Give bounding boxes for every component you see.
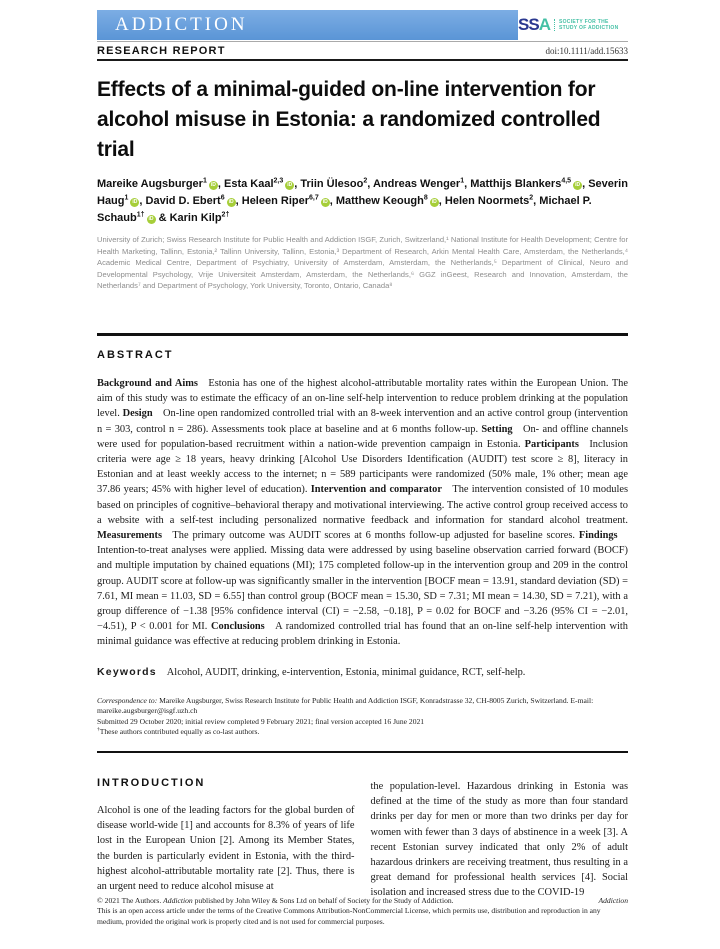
author: Michael P. Schaub$^{1\dagger}$iD — [97, 195, 592, 224]
intro-column-right — [371, 777, 629, 901]
orcid-icon[interactable]: iD — [322, 199, 328, 205]
orcid-icon[interactable]: iD — [431, 199, 437, 205]
abstract-section-label: Conclusions — [211, 621, 265, 633]
abstract-section-label: Findings — [578, 530, 618, 541]
keywords-line — [97, 665, 628, 680]
introduction-heading: INTRODUCTION — [97, 777, 206, 789]
author-affiliation-sup: 1† — [136, 211, 145, 219]
author: Andreas Wenger$^1$ — [372, 177, 465, 190]
abstract-rule — [97, 333, 628, 336]
article-title: Effects of a minimal-guided on-line intervention for alcohol misuse in Estonia: a randomized controlled trial — [97, 78, 601, 161]
author: Severin Haug$^1$iD — [97, 178, 628, 207]
page-footer — [97, 896, 628, 927]
orcid-icon[interactable]: iD — [210, 182, 216, 188]
report-row — [97, 42, 628, 59]
abstract-section-label: Participants — [524, 438, 579, 450]
intro-column-left — [97, 777, 355, 901]
author: Matthew Keough$^8$iD — [335, 194, 437, 207]
correspondence-label: Correspondence to: — [97, 695, 158, 705]
author-affiliation-sup: 1 — [460, 177, 465, 185]
journal-title: ADDICTION — [115, 14, 248, 35]
orcid-icon[interactable]: iD — [228, 199, 234, 205]
abstract-section-label: Setting — [481, 423, 513, 435]
author-affiliation-sup: 2† — [221, 211, 230, 219]
author-affiliation-sup: 8 — [423, 194, 428, 202]
license-text: This is an open access article under the terms of the Creative Commons Attribution-NonCommercial License, which permits use, distribution and reproduction in any medium, provided the original work is properly cited and is not used for commercial purposes. — [97, 906, 601, 926]
correspondence-block — [97, 696, 628, 738]
keywords-text: Alcohol, AUDIT, drinking, e-intervention, Estonia, minimal guidance, RCT, self-help. — [166, 666, 526, 678]
abstract-section-label: Intervention and comparator — [310, 484, 442, 496]
author: Esta Kaal$^{2,3}$iD — [224, 177, 293, 190]
abstract-section-label: Design — [122, 408, 153, 420]
abstract-body: Background and Aims Estonia has one of the highest alcohol-attributable mortality rates within the European Union. The aim of this study was to estimate the efficacy of an on-line self-help intervention to reduce problem drinking at the population level. Design On-line open randomized controlled trial with an 8-week intervention and an active control group (intervention n = 303, control n = 286). Assessments took place at baseline and at 6 months follow-up. Setting On- and offline channels were used for population-based recruitment within a nation-wide prevention campaign in Estonia. Participants Inclusion criteria were age ≥ 18 years, heavy drinking [Alcohol Use Disorders Identification (AUDIT) test score ≥ 8], literacy in Estonian and at least weekly access to the internet; n = 589 participants were randomized (50% male, 1% other; mean age 37.86 years; 45% with higher level of education). Intervention and comparator The intervention consisted of 10 modules based on principles of cognitive–behavioral therapy and motivational interviewing. The active control group received access to a website with a self-test including personalized normative feedback and information for standard alcohol treatment. Measurements The primary outcome was AUDIT scores at 6 months follow-up adjusted for baseline scores. Findings Intention-to-treat analyses were applied. Missing data were addressed by using baseline observation carried forward (BOCF) and multiple imputation by chained equations (MI); 175 completed follow-up in the intervention group and 209 in the control group. AUDIT score at follow-up was significantly smaller in the intervention [BOCF mean = 13.91, standard deviation (SD) = 7.61, MI mean = 11.03, SD = 6.55] than control group (BOCF mean = 15.30, SD = 7.31; MI mean = 14.30, SD = 7.21), with a group difference of −1.38 [95% confidence interval (CI) = −2.58, −0.18], P = 0.02 for BOCF and −3.26 (95% CI = −2.01, −4.51), P < 0.001 for MI. Conclusions A randomized controlled trial has found that an on-line self-help intervention with minimal guidance was effective at reducing problem drinking in Estonia. — [97, 377, 629, 648]
keywords-label: Keywords — [97, 665, 157, 678]
author-affiliation-sup: 2 — [363, 177, 368, 185]
ssa-letters-icon: SSA — [518, 15, 550, 34]
copyright-text: © 2021 The Authors. Addiction published by John Wiley & Sons Ltd on behalf of Society for the Study of Addiction. — [97, 896, 454, 905]
author-affiliation-sup: 1 — [124, 194, 129, 202]
intro-paragraph-left: Alcohol is one of the leading factors for the global burden of disease world-wide [1] and accounts for 8.3% of years of life lost in the European Union [2]. Among its Member States, the burden is particularly evident in Estonia, with the third-highest alcohol-attributable mortality rate [2]. Thus, there is an urgent need to reduce alcohol misuse at — [97, 805, 355, 893]
journal-banner — [97, 10, 518, 40]
intro-paragraph-right: the population-level. Hazardous drinking in Estonia was defined at the time of the study as more than four standard drinks per day for men or more than two drinks per day for women with fewer than 3 days of abstinence in a week [3]. A recent Estonian survey indicated that only 2% of adult hazardous drinkers are receiving treatment, thus resulting in a great demand for professional health services [4]. Social isolation and increased stress due to the COVID-19 — [370, 781, 628, 899]
author-affiliation-sup: 2,3 — [273, 177, 284, 185]
ssa-logo — [518, 15, 628, 35]
orcid-icon[interactable]: iD — [148, 216, 154, 222]
author: Matthijs Blankers$^{4,5}$iD — [470, 177, 581, 190]
ssa-tagline: SOCIETY FOR THE STUDY OF ADDICTION — [554, 19, 628, 31]
author: Heleen Riper$^{6,7}$iD — [241, 194, 328, 207]
doi-text: doi:10.1111/add.15633 — [545, 46, 628, 56]
author-affiliation-sup: 6,7 — [309, 194, 319, 202]
dagger-symbol: † — [97, 726, 100, 733]
logo-zone — [518, 10, 628, 40]
intro-columns — [97, 777, 628, 901]
affiliations: University of Zurich; Swiss Research Institute for Public Health and Addiction ISGF, Zurich, Switzerland,¹ National Institute for Health Development; Centre for Health Marketing, Tallinn, Estonia,² Tallinn University, Tallinn, Estonia,³ Department of Research, Arkin Mental Health Care, Amsterdam, the Netherlands,⁴ Academic Medical Centre, Department of Psychiatry, University of Amsterdam, Amsterdam, the Netherlands,⁵ Department of Clinical, Neuro and Developmental Psychology, Vrije Universiteit Amsterdam, Amsterdam, the Netherlands,⁶ GGZ inGeest, Research and Innovation, Amsterdam, the Netherlands⁷ and Department of Psychology, York University, Toronto, Ontario, Canada⁸ — [97, 235, 628, 291]
journal-name-right: Addiction — [598, 896, 628, 905]
author: Karin Kilp$^{2\dagger}$ — [169, 211, 230, 224]
masthead — [97, 10, 628, 40]
header-rule-dark — [97, 59, 628, 61]
author-affiliation-sup: 1 — [202, 177, 207, 185]
orcid-icon[interactable]: iD — [287, 182, 293, 188]
author: Triin Ülesoo$^2$ — [300, 177, 368, 190]
abstract-section-label: Background and Aims — [97, 377, 198, 389]
correspondence-text: Mareike Augsburger, Swiss Research Institute for Public Health and Addiction ISGF, Konradstrasse 32, CH-8005 Zurich, Switzerland. E-mail: mareike.augsburger@isgf.uzh.ch — [97, 695, 594, 716]
author: David D. Ebert$^6$iD — [145, 194, 234, 207]
orcid-icon[interactable]: iD — [132, 199, 138, 205]
orcid-icon[interactable]: iD — [575, 182, 581, 188]
author-list: Mareike Augsburger$^1$iD , Esta Kaal$^{2,3}$iD , Triin Ülesoo$^2$, Andreas Wenger$^1$, Matthijs Blankers$^{4,5}$iD , Severin Haug$^1$iD , David D. Ebert$^6$iD , Heleen Riper$^{6,7}$iD , Matthew Keough$^8$iD , Helen Noormets$^2$, Michael P. Schaub$^{1\dagger}$iD & Karin Kilp$^{2\dagger}$ — [97, 177, 628, 224]
submitted-line: Submitted 29 October 2020; initial review completed 9 February 2021; final version accepted 16 June 2021 — [97, 716, 425, 726]
mid-rule — [97, 751, 628, 753]
author: Mareike Augsburger$^1$iD — [97, 177, 216, 190]
author-affiliation-sup: 4,5 — [561, 177, 572, 185]
copyright-line — [97, 896, 628, 906]
author-affiliation-sup: 2 — [529, 194, 534, 202]
abstract-section-label: Measurements — [97, 530, 163, 541]
correspondence-line — [97, 696, 628, 717]
equal-contribution-note: †These authors contributed equally as co-last authors. — [97, 726, 260, 737]
abstract-heading: ABSTRACT — [97, 348, 174, 361]
author-affiliation-sup: 6 — [220, 194, 225, 202]
author: Helen Noormets$^2$ — [444, 194, 534, 207]
section-label: RESEARCH REPORT — [97, 45, 226, 57]
